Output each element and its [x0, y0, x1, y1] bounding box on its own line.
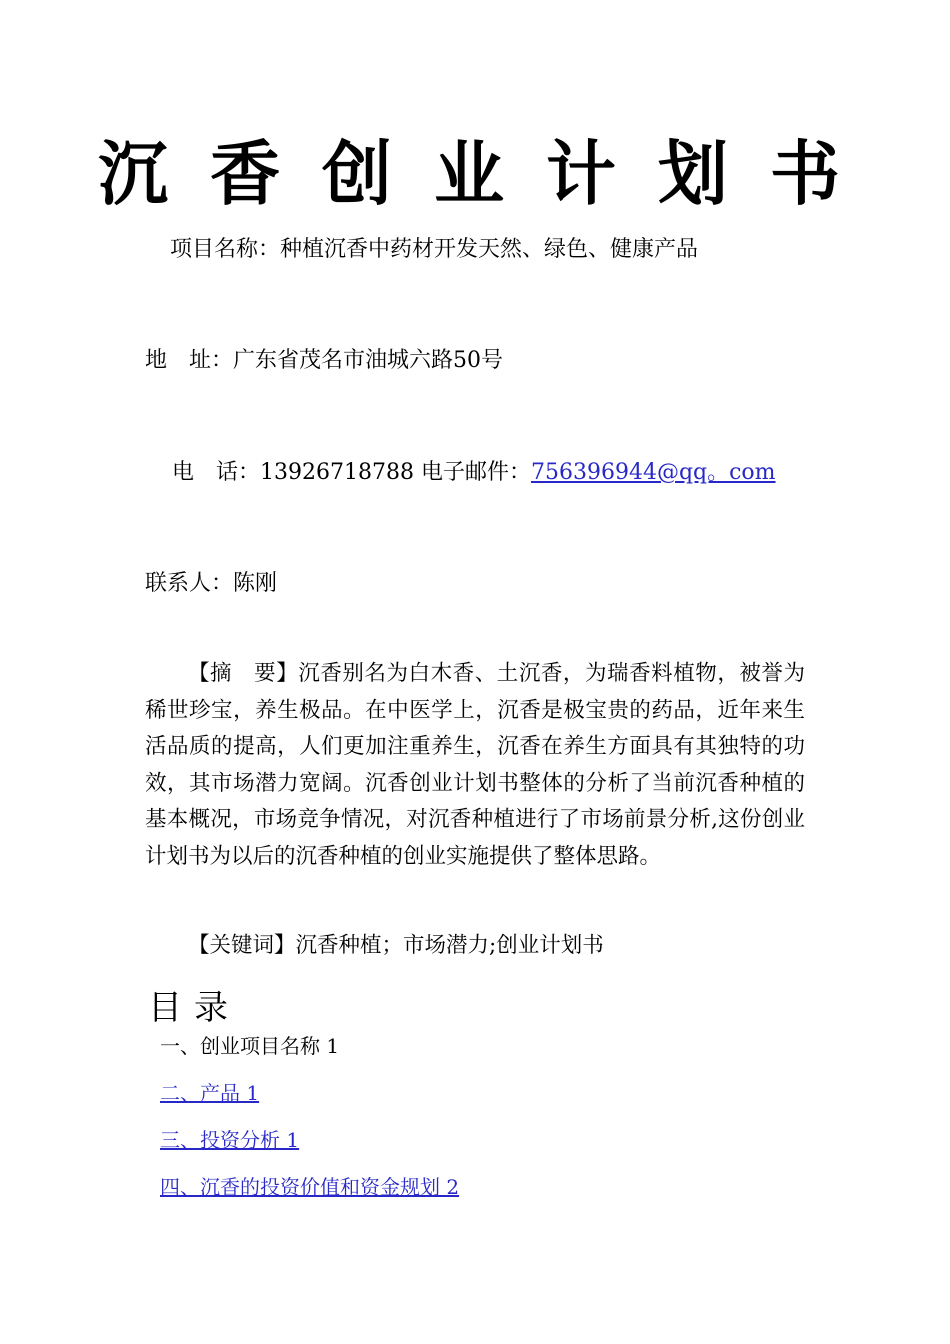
phone-email-line — [172, 455, 776, 486]
project-name-line: 项目名称：种植沉香中药材开发天然、绿色、健康产品 — [170, 237, 699, 262]
toc-item-2-link[interactable]: 二、产品 1 — [160, 1081, 260, 1105]
toc-item-1: 一、创业项目名称 1 — [160, 1034, 340, 1058]
toc-title: 目录 — [148, 988, 240, 1028]
keywords-line: 【关键词】沉香种植；市场潜力;创业计划书 — [188, 933, 604, 958]
email-link[interactable]: 756396944@qq。com — [530, 460, 776, 485]
abstract-paragraph: 【摘 要】沉香别名为白木香、土沉香，为瑞香料植物，被誉为稀世珍宝，养生极品。在中医学上，沉香是极宝贵的药品，近年来生活品质的提高，人们更加注重养生，沉香在养生方面具有其独特的功效，其市场潜力宽阔。沉香创业计划书整体的分析了当前沉香种植的基本概况，市场竞争情况，对沉香种植进行了市场前景分析,这份创业计划书为以后的沉香种植的创业实施提供了整体思路。 — [145, 661, 805, 869]
address-line: 地 址：广东省茂名市油城六路50号 — [145, 348, 503, 373]
phone-text: 电 话：13926718788 电子邮件： — [172, 460, 531, 485]
contact-person-line: 联系人：陈刚 — [145, 571, 278, 596]
toc-item-3-link[interactable]: 三、投资分析 1 — [160, 1128, 300, 1152]
document-title: 沉香创业计划书 — [98, 133, 882, 215]
toc-item-4-link[interactable]: 四、沉香的投资价值和资金规划 2 — [160, 1175, 460, 1199]
